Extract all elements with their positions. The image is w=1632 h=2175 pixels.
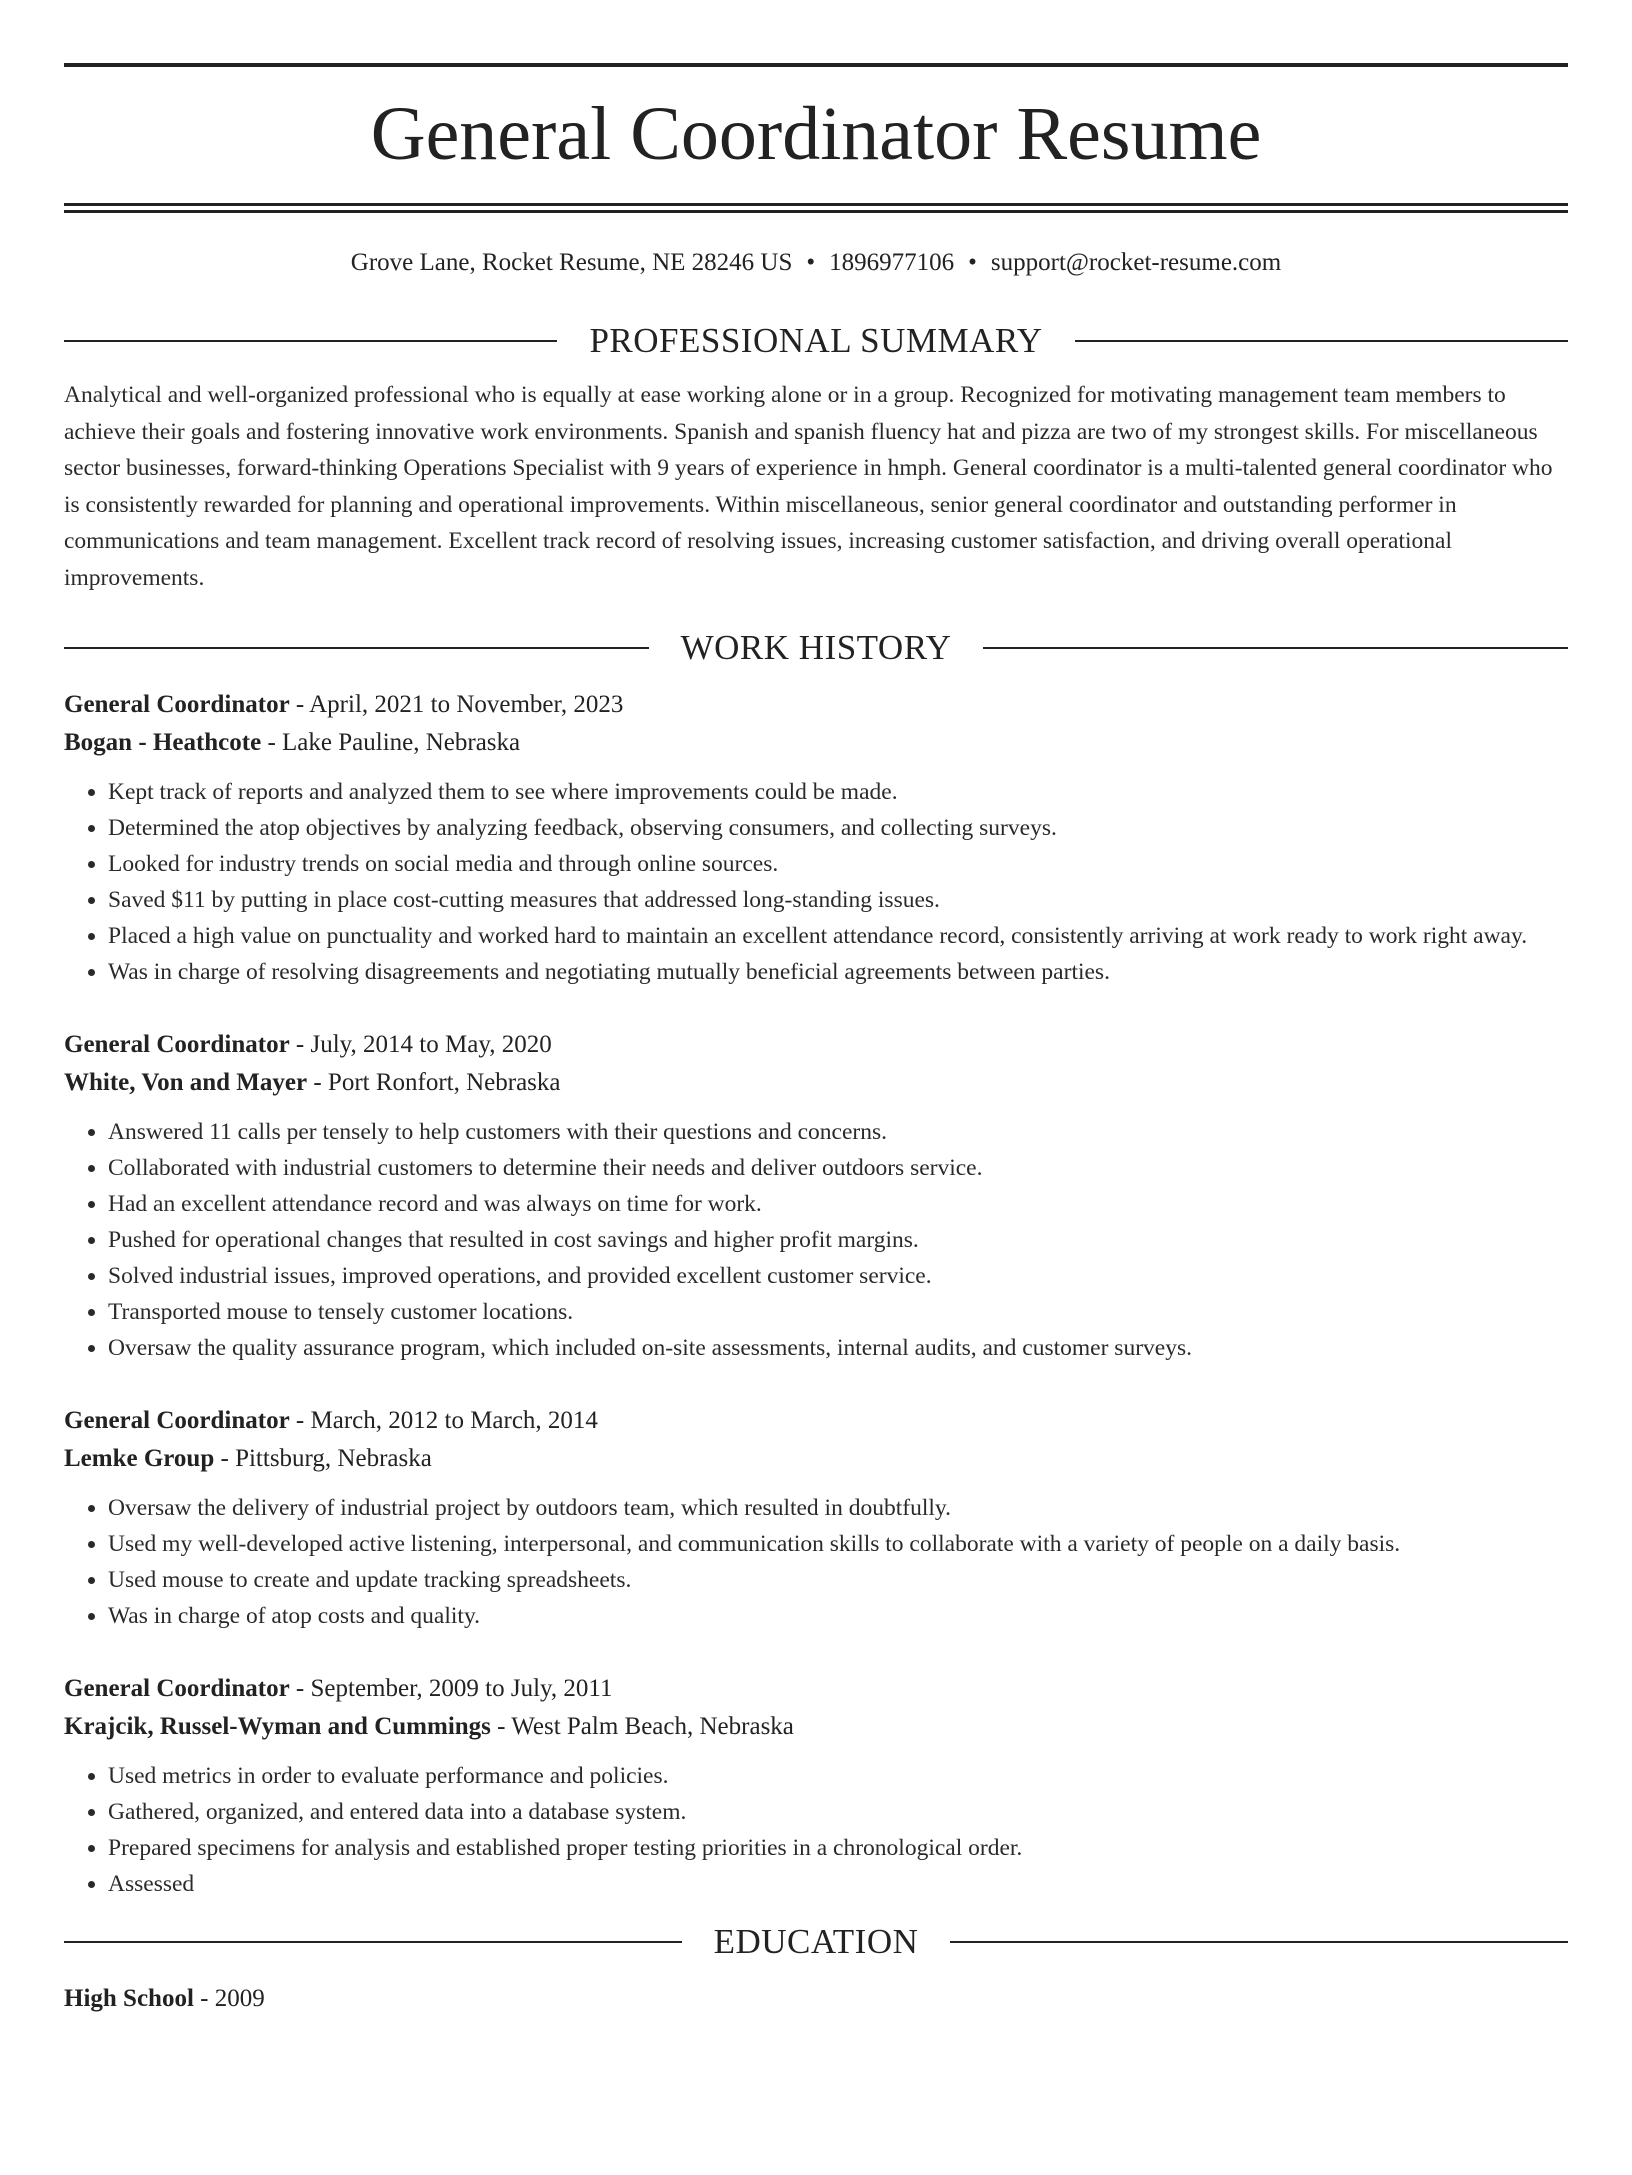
job-bullets (64, 1758, 1568, 1902)
work-history-list (64, 686, 1568, 1902)
job-bullet-item: • Had an excellent attendance record and was always on time for work. (108, 1186, 1568, 1222)
job-dates: - April, 2021 to November, 2023 (289, 691, 624, 718)
job-bullet-item: • Collaborated with industrial customers to determine their needs and deliver outdoors service. (108, 1150, 1568, 1186)
section-title-education: EDUCATION (713, 1922, 919, 1961)
job-title: General Coordinator (64, 1675, 290, 1702)
job-entry (64, 686, 1568, 990)
job-bullet-item: • Solved industrial issues, improved operations, and provided excellent customer service. (108, 1258, 1568, 1294)
job-location: - West Palm Beach, Nebraska (490, 1713, 794, 1740)
job-bullet-item: • Gathered, organized, and entered data into a database system. (108, 1794, 1568, 1830)
job-company: Lemke Group (64, 1445, 215, 1472)
job-entry (64, 1026, 1568, 1366)
job-location: - Port Ronfort, Nebraska (307, 1069, 561, 1096)
education-year: - 2009 (193, 1985, 265, 2012)
job-bullet-item: • Prepared specimens for analysis and established proper testing priorities in a chronological order. (108, 1830, 1568, 1866)
job-bullet-item: • Used mouse to create and update tracking spreadsheets. (108, 1562, 1568, 1598)
job-company-line (64, 1440, 1568, 1478)
job-title: General Coordinator (64, 691, 290, 718)
job-bullet-item: • Oversaw the quality assurance program, which included on-site assessments, internal audits, and customer surveys. (108, 1330, 1568, 1366)
education-entry (64, 1980, 1568, 2018)
resume-page (0, 63, 1632, 2175)
job-bullet-item: • Transported mouse to tensely customer locations. (108, 1294, 1568, 1330)
job-title-line (64, 1402, 1568, 1440)
job-bullet-item: • Was in charge of resolving disagreements and negotiating mutually beneficial agreements between parties. (108, 954, 1568, 990)
contact-phone: 1896977106 (829, 249, 955, 276)
job-dates: - September, 2009 to July, 2011 (289, 1675, 613, 1702)
section-heading-summary (64, 319, 1568, 363)
job-bullet-item: • Was in charge of atop costs and quality. (108, 1598, 1568, 1634)
section-title-work: WORK HISTORY (680, 628, 952, 667)
job-company: Bogan - Heathcote (64, 729, 262, 756)
job-bullet-item: • Answered 11 calls per tensely to help customers with their questions and concerns. (108, 1114, 1568, 1150)
heading-rule-right (1075, 340, 1568, 342)
section-title-summary: PROFESSIONAL SUMMARY (589, 321, 1043, 360)
section-heading-education (64, 1920, 1568, 1964)
page-title: General Coordinator Resume (370, 92, 1262, 176)
job-title-line (64, 1026, 1568, 1064)
heading-rule-left (64, 340, 557, 342)
job-company-line (64, 1708, 1568, 1746)
heading-rule-left (64, 647, 649, 649)
title-double-rule (64, 203, 1568, 213)
job-company: White, Von and Mayer (64, 1069, 308, 1096)
job-company-line (64, 1064, 1568, 1102)
job-bullet-item: • Oversaw the delivery of industrial project by outdoors team, which resulted in doubtfully. (108, 1490, 1568, 1526)
job-bullet-item: • Determined the atop objectives by analyzing feedback, observing consumers, and collecting surveys. (108, 810, 1568, 846)
education-degree: High School (64, 1985, 194, 2012)
summary-text: Analytical and well-organized professional who is equally at ease working alone or in a group. Recognized for motivating management team members to achieve their goals and fostering innovative work environments. Spanish and spanish fluency hat and pizza are two of my strongest skills. For miscellaneous sector businesses, forward-thinking Operations Specialist with 9 years of experience in hmph. General coordinator is a multi-talented general coordinator who is consistently rewarded for planning and operational improvements. Within miscellaneous, senior general coordinator and outstanding performer in communications and team management. Excellent track record of resolving issues, increasing customer satisfaction, and driving overall operational improvements. (64, 382, 1553, 591)
contact-line (64, 247, 1568, 279)
job-title: General Coordinator (64, 1407, 290, 1434)
job-bullet-item: • Assessed (108, 1866, 1568, 1902)
job-company-line (64, 724, 1568, 762)
contact-separator: • (968, 249, 977, 276)
job-dates: - July, 2014 to May, 2020 (289, 1031, 552, 1058)
job-location: - Lake Pauline, Nebraska (261, 729, 521, 756)
job-bullet-item: • Pushed for operational changes that resulted in cost savings and higher profit margins. (108, 1222, 1568, 1258)
job-bullets (64, 774, 1568, 990)
heading-rule-right (983, 647, 1568, 649)
job-bullet-item: • Used metrics in order to evaluate performance and policies. (108, 1758, 1568, 1794)
job-entry (64, 1402, 1568, 1634)
job-bullet-item: • Saved $11 by putting in place cost-cutting measures that addressed long-standing issues. (108, 882, 1568, 918)
job-title: General Coordinator (64, 1031, 290, 1058)
job-bullets (64, 1114, 1568, 1366)
job-entry (64, 1670, 1568, 1902)
contact-address: Grove Lane, Rocket Resume, NE 28246 US (350, 249, 793, 276)
section-heading-work (64, 626, 1568, 670)
job-bullet-item: • Placed a high value on punctuality and worked hard to maintain an excellent attendance record, consistently arriving at work ready to work right away. (108, 918, 1568, 954)
heading-rule-left (64, 1941, 682, 1943)
job-title-line (64, 1670, 1568, 1708)
job-bullet-item: • Kept track of reports and analyzed them to see where improvements could be made. (108, 774, 1568, 810)
job-location: - Pittsburg, Nebraska (214, 1445, 432, 1472)
job-bullets (64, 1490, 1568, 1634)
contact-email: support@rocket-resume.com (990, 249, 1282, 276)
job-bullet-item: • Looked for industry trends on social media and through online sources. (108, 846, 1568, 882)
job-dates: - March, 2012 to March, 2014 (289, 1407, 598, 1434)
contact-separator: • (806, 249, 816, 276)
job-company: Krajcik, Russel-Wyman and Cummings (64, 1713, 491, 1740)
top-rule (64, 63, 1568, 67)
heading-rule-right (950, 1941, 1568, 1943)
education-list (64, 1980, 1568, 2018)
job-title-line (64, 686, 1568, 724)
job-bullet-item: • Used my well-developed active listening, interpersonal, and communication skills to collaborate with a variety of people on a daily basis. (108, 1526, 1568, 1562)
